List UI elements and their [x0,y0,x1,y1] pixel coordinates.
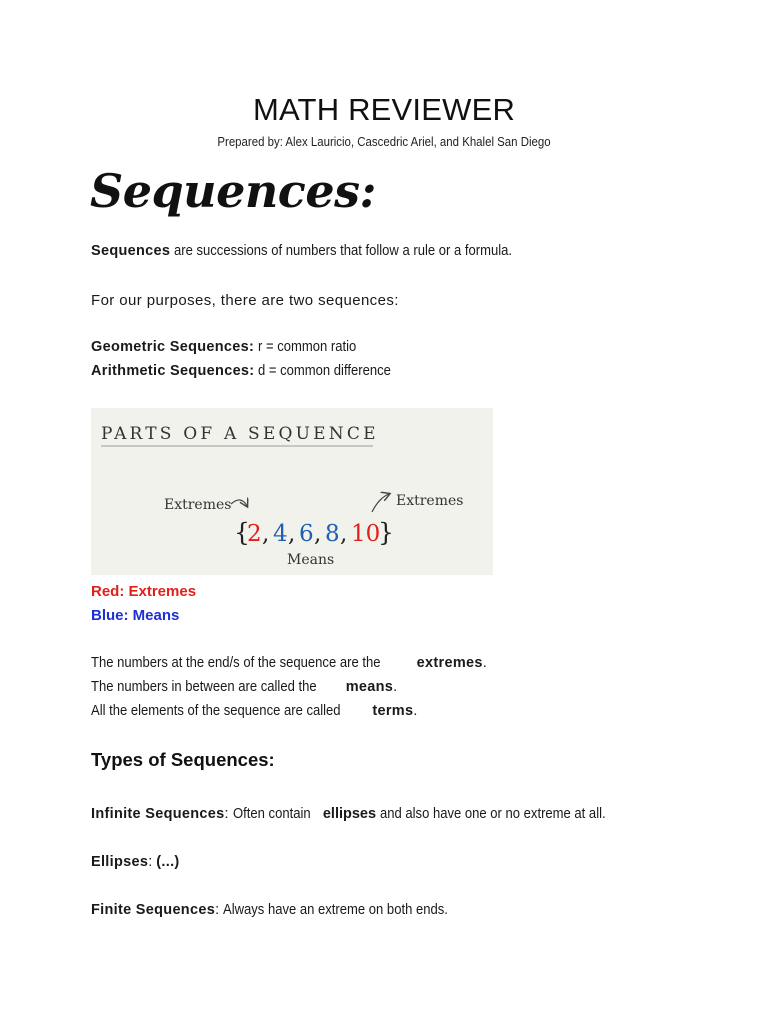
arithmetic-line [91,363,406,379]
section-heading: Sequences: [90,164,376,218]
geometric-label: Geometric Sequences: [91,339,255,355]
means-term: means [345,679,394,695]
finite-label: Finite Sequences [91,902,216,918]
explanation-line-2 [91,679,397,695]
ellipses-line [91,854,180,870]
term-extreme-last: 10 [351,521,381,547]
comma: , [288,521,296,547]
period: . [393,679,398,695]
separator: : [224,806,229,822]
document-title: MATH REVIEWER [252,92,516,127]
infinite-line [91,806,631,822]
infinite-pre: Often contain [232,806,311,822]
ellipses-label: Ellipses [91,854,149,870]
parts-of-sequence-figure [91,408,493,575]
extremes-right-label: Extremes [396,493,464,509]
explanation-line-1 [91,655,487,671]
infinite-post: and also have one or no extreme at all. [380,806,606,822]
explanation-line-3 [91,703,417,719]
means-label: Means [287,552,335,568]
geometric-desc: r = common ratio [258,339,357,355]
infinite-label: Infinite Sequences [91,806,225,822]
legend-blue: Blue: Means [91,607,180,624]
separator: : [215,902,220,918]
period: . [413,703,418,719]
finite-line [91,902,473,918]
comma: , [340,521,348,547]
arrow-right [372,494,389,512]
figure-title: PARTS OF A SEQUENCE [101,424,379,444]
sequences-definition-text: are successions of numbers that follow a rule or a formula. [174,243,513,259]
purposes-line: For our purposes, there are two sequences: [91,292,399,309]
explanation-1-text: The numbers at the end/s of the sequence are the [91,655,381,671]
terms-term: terms [372,703,414,719]
arithmetic-label: Arithmetic Sequences: [91,363,255,379]
legend-red: Red: Extremes [91,583,197,600]
extremes-term: extremes [416,655,483,671]
explanation-3-text: All the elements of the sequence are called [91,703,341,719]
period: . [482,655,487,671]
sequences-term: Sequences [91,243,171,259]
extremes-left-label: Extremes [164,497,232,513]
ellipses-value: (...) [156,854,180,870]
finite-desc: Always have an extreme on both ends. [223,902,449,918]
comma: , [262,521,270,547]
types-heading: Types of Sequences: [91,749,275,770]
prepared-by-line: Prepared by: Alex Lauricio, Cascedric Ariel, and Khalel San Diego [217,134,551,149]
geometric-line [91,339,367,355]
parts-of-sequence-diagram [91,408,493,575]
arrow-left [231,500,247,506]
term-mean: 6 [299,521,314,547]
open-brace: { [234,518,250,547]
ellipses-term: ellipses [322,806,377,822]
term-extreme-first: 2 [247,521,262,547]
term-mean: 4 [273,521,288,547]
sequences-definition [91,243,550,259]
explanation-2-text: The numbers in between are called the [91,679,317,695]
term-mean: 8 [325,521,340,547]
separator: : [148,854,153,870]
arithmetic-desc: d = common difference [258,363,392,379]
comma: , [314,521,322,547]
close-brace: } [378,518,394,547]
